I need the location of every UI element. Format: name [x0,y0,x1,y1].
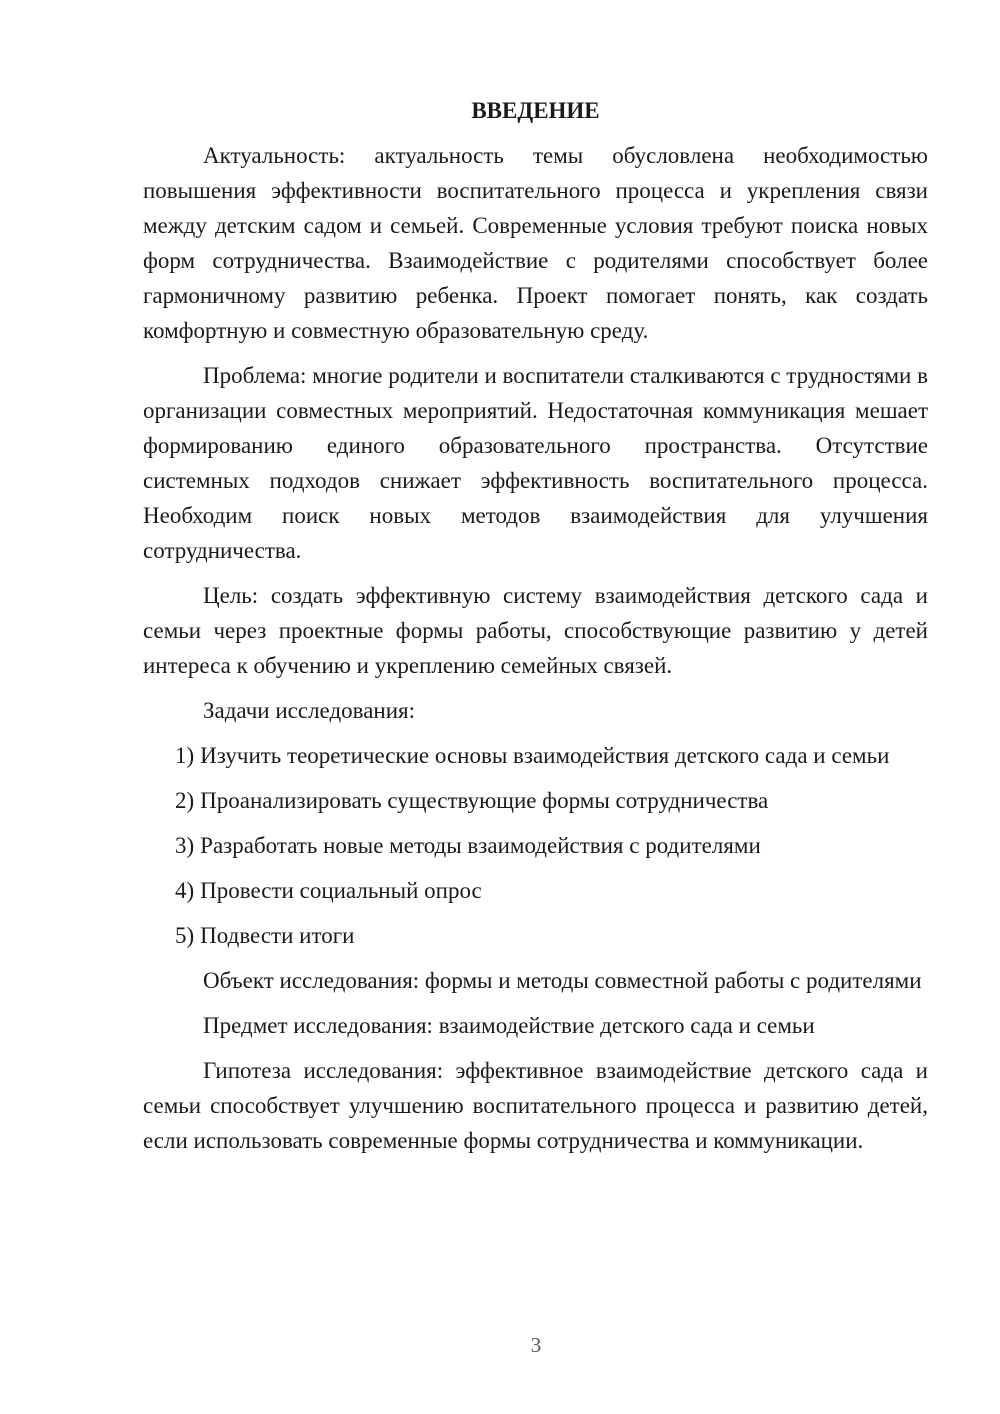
list-item [143,783,928,818]
relevance-paragraph: Актуальность: актуальность темы обусловлена необходимостью повышения эффективности воспитательного процесса и укрепления связи между детским садом и семьей. Современные условия требуют поиска новых форм сотрудничества. Взаимодействие с родителями способствует более гармоничному развитию ребенка. Проект помогает понять, как создать комфортную и совместную образовательную среду. [143,143,928,343]
list-item-number: 5) [175,923,195,948]
list-item-number: 1) [175,743,195,768]
list-item-number: 3) [175,833,195,858]
list-item-text: Подвести итоги [200,923,355,948]
list-item [143,873,928,908]
hypothesis-paragraph: Гипотеза исследования: эффективное взаимодействие детского сада и семьи способствует улучшению воспитательного процесса и развитию детей, если использовать современные формы сотрудничества и коммуникации. [143,1058,928,1153]
tasks-intro: Задачи исследования: [203,698,416,723]
list-item [143,828,928,863]
page-number: 3 [530,1333,542,1357]
list-item [143,918,928,953]
page-content [143,96,928,1168]
list-item-text: Разработать новые методы взаимодействия с родителями [200,833,761,858]
problem-paragraph: Проблема: многие родители и воспитатели сталкиваются с трудностями в организации совместных мероприятий. Недостаточная коммуникация мешает формированию единого образовательного пространства. Отсутствие системных подходов снижает эффективность воспитательного процесса. Необходим поиск новых методов взаимодействия для улучшения сотрудничества. [143,363,928,563]
list-item-text: Провести социальный опрос [200,878,482,903]
object-paragraph: Объект исследования: формы и методы совместной работы с родителями [203,968,922,993]
list-item-text: Проанализировать существующие формы сотрудничества [200,788,769,813]
list-item-number: 4) [175,878,195,903]
page-heading: ВВЕДЕНИЕ [471,98,600,123]
goal-paragraph: Цель: создать эффективную систему взаимодействия детского сада и семьи через проектные формы работы, способствующие развитию у детей интереса к обучению и укреплению семейных связей. [143,583,928,678]
list-item-text: Изучить теоретические основы взаимодействия детского сада и семьи [200,743,890,768]
tasks-list [143,738,928,953]
list-item [143,738,928,773]
list-item-number: 2) [175,788,195,813]
subject-paragraph: Предмет исследования: взаимодействие детского сада и семьи [203,1013,815,1038]
